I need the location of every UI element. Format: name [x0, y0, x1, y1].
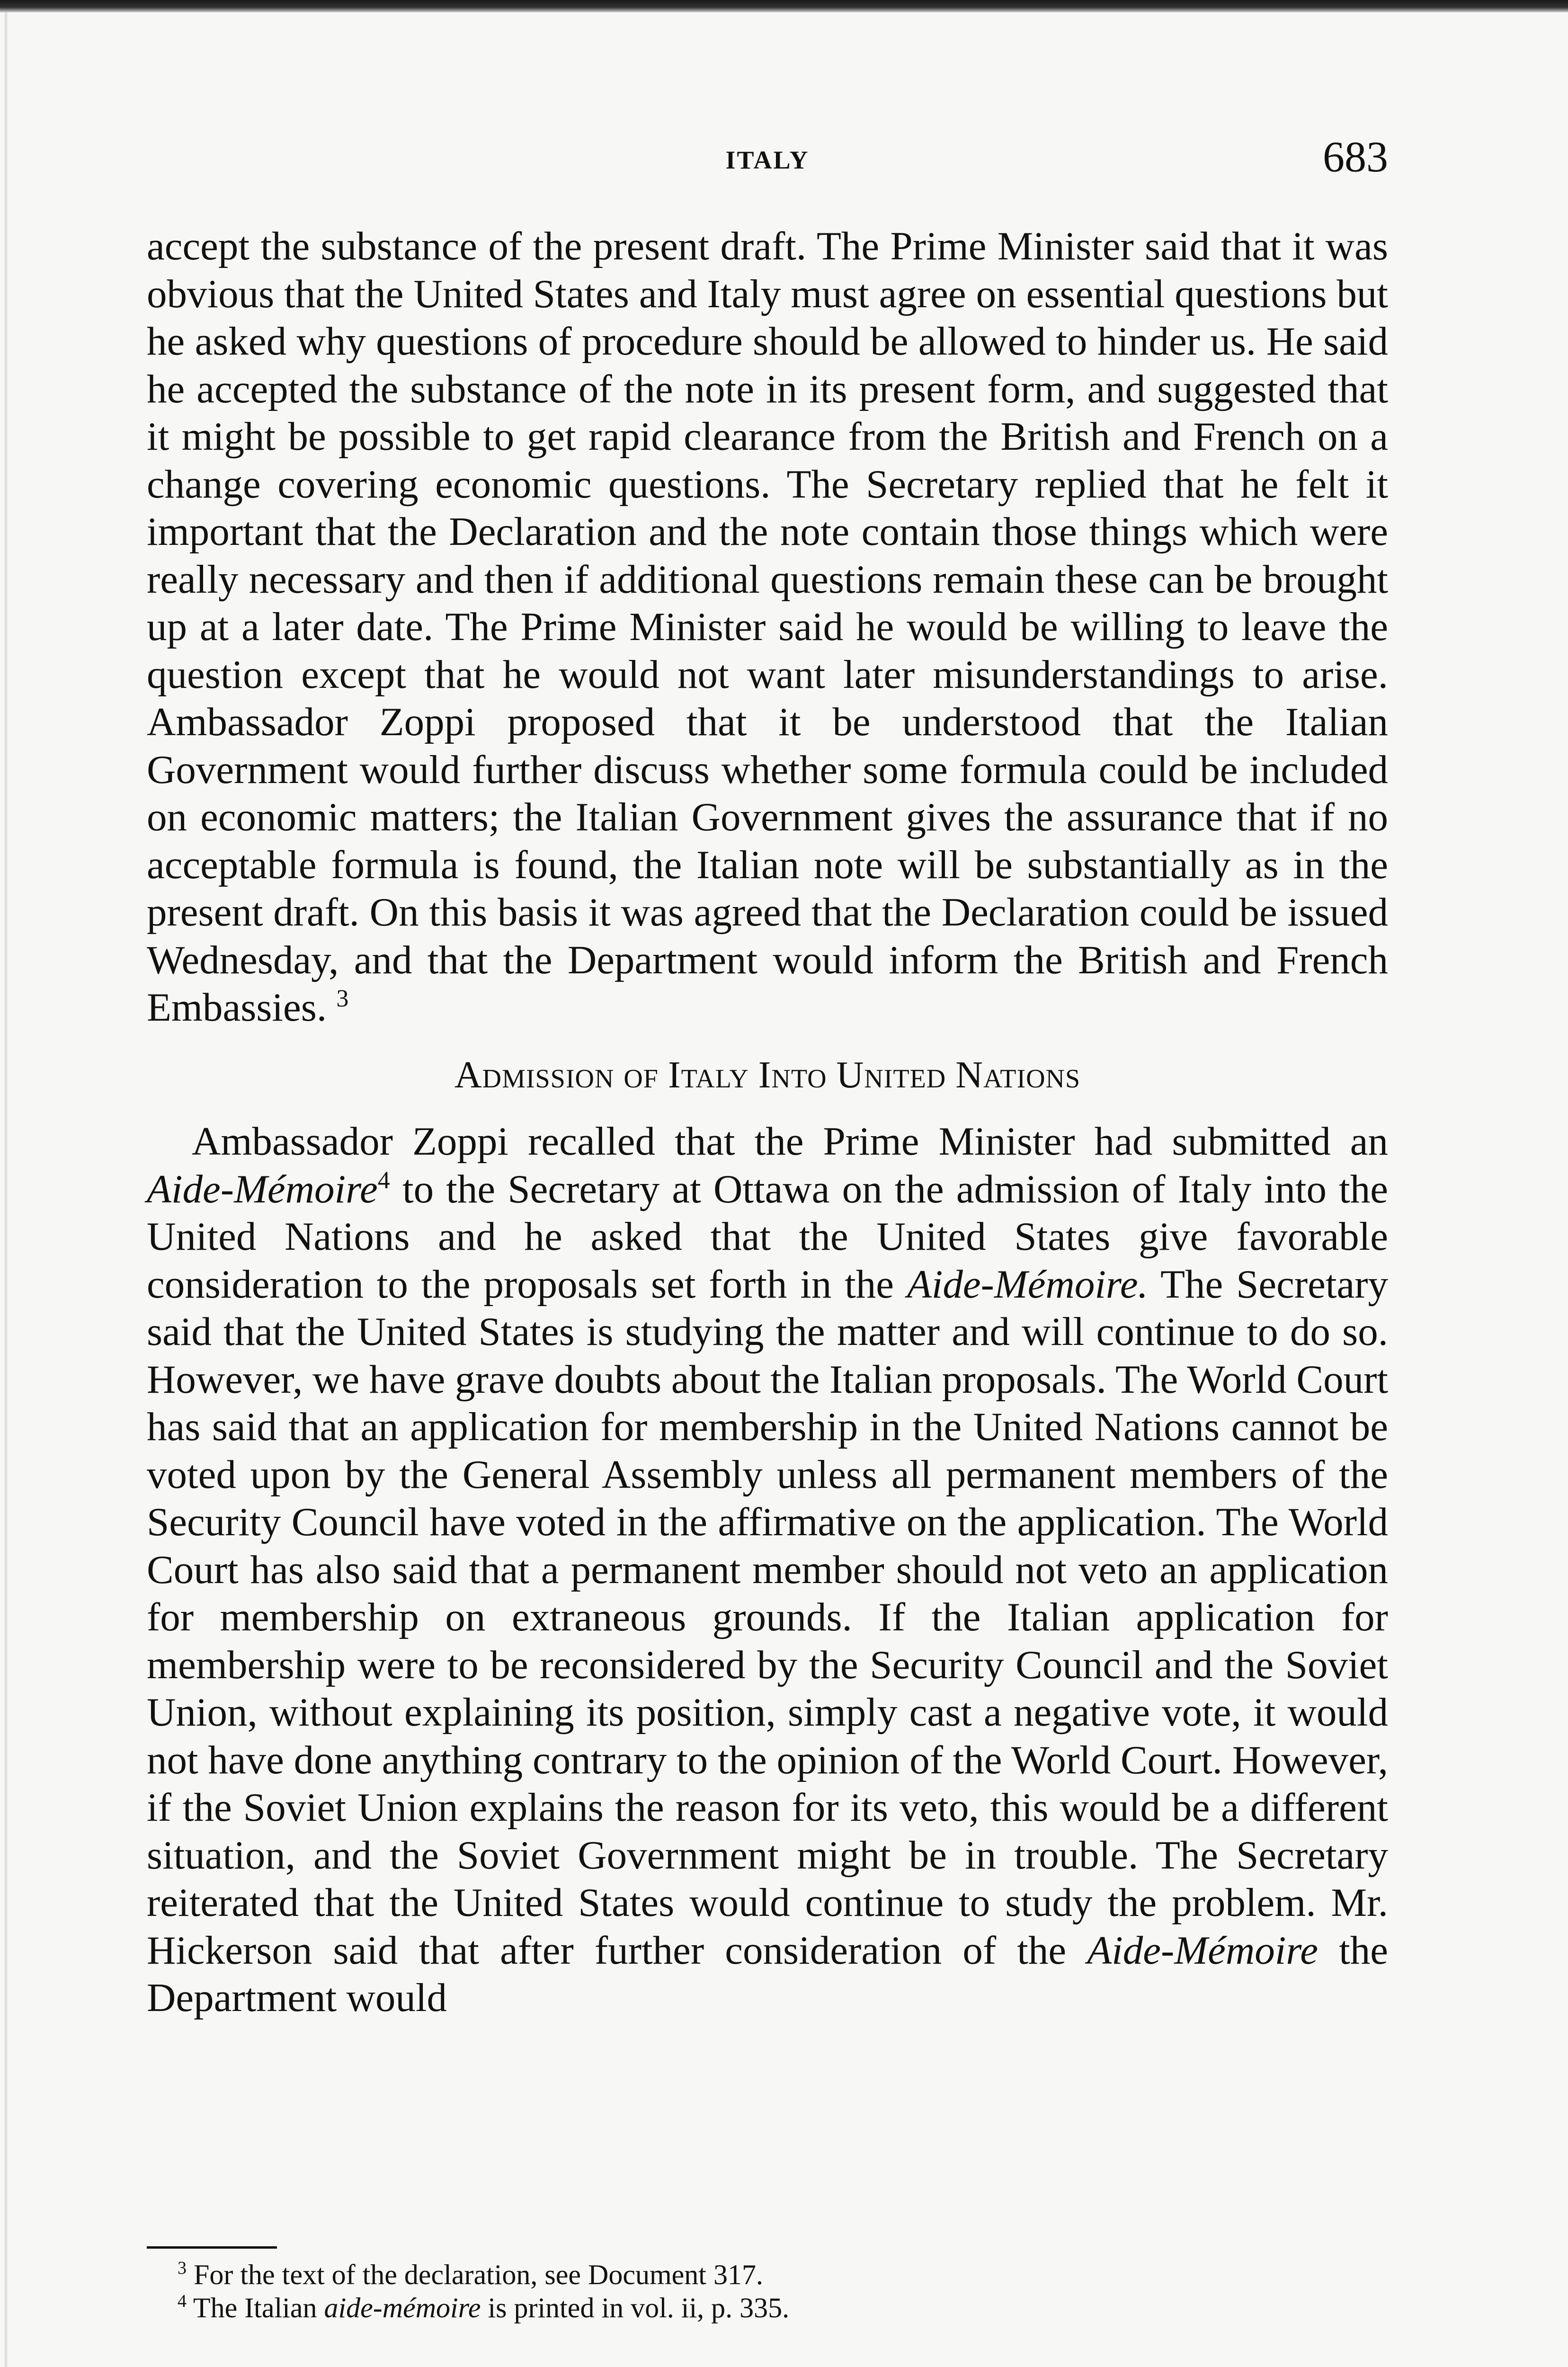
footnote-3 [178, 2258, 1361, 2291]
paragraph-1-text: accept the substance of the present draft. The Prime Minister said that it was obvious that the United States and Italy must agree on essential questions but he asked why questions of procedure should be allowed to hinder us. He said he accepted the substance of the note in its present form, and suggested that it might be possible to get rapid clearance from the British and French on a change covering economic questions. The Secretary replied that he felt it important that the Declaration and the note contain those things which were really necessary and then if additional questions remain these can be brought up at a later date. The Prime Minister said he would be willing to leave the question except that he would not want later misunderstandings to arise. Ambassador Zoppi proposed that it be understood that the Italian Government would further discuss whether some formula could be included on economic matters; the Italian Government gives the assurance that if no acceptable formula is found, the Italian note will be substantially as in the present draft. On this basis it was agreed that the Declaration could be issued Wednesday, and that the Department would inform the British and French Embassies. [147, 224, 1388, 1030]
aide-memoire-title-2: Aide-Mémoire. [907, 1262, 1148, 1307]
footnote-4-italic: aide-mémoire [324, 2292, 481, 2323]
aide-memoire-title-3: Aide-Mémoire [1087, 1928, 1319, 1973]
paragraph-2-part-1: Ambassador Zoppi recalled that the Prime Minister had submitted an [192, 1119, 1388, 1164]
footnote-4 [178, 2291, 1361, 2324]
left-page-edge [5, 12, 8, 2367]
section-heading: Admission of Italy Into United Nations [454, 1054, 1081, 1096]
paragraph-1 [147, 222, 1388, 1032]
footnote-3-number: 3 [178, 2258, 187, 2278]
footnote-divider [147, 2246, 277, 2249]
footnote-4-number: 4 [178, 2291, 187, 2311]
footnote-ref-3: 3 [336, 985, 349, 1012]
paragraph-2-part-3: The Secretary said that the United States is studying the matter and will continue to do so. However, we have grave doubts about the Italian proposals. The World Court has said that an application for membership in the United Nations cannot be voted upon by the General Assembly unless all permanent members of the Security Council have voted in the affirmative on the application. The World Court has also said that a permanent member should not veto an application for membership on extraneous grounds. If the Italian application for membership were to be reconsidered by the Security Council and the Soviet Union, without explaining its position, simply cast a negative vote, it would not have done anything contrary to the opinion of the World Court. However, if the Soviet Union explains the reason for its veto, this would be a different situation, and the Soviet Government might be in trouble. The Secretary reiterated that the United States would continue to study the problem. Mr. Hickerson said that after further consideration of the [147, 1262, 1388, 1973]
paragraph-2-part-2: to the Secretary at Ottawa on the admission of Italy into the United Nations and he asked that the United States give favorable consideration to the proposals set forth in the [147, 1166, 1388, 1307]
footnote-3-text: For the text of the declaration, see Document 317. [194, 2259, 763, 2290]
top-edge-rule [0, 0, 1568, 12]
paragraph-2-part-4: the Department would [147, 1928, 1389, 2020]
body-text [147, 222, 1388, 2022]
paragraph-2 [147, 1118, 1388, 2022]
footnotes [178, 2258, 1361, 2324]
footnote-ref-4: 4 [377, 1166, 390, 1194]
running-head: ITALY [725, 146, 810, 174]
footnote-4-text-after: is printed in vol. ii, p. 335. [488, 2292, 790, 2323]
footnote-4-text-before: The Italian [193, 2292, 317, 2323]
page-header [147, 135, 1388, 187]
aide-memoire-title-1: Aide-Mémoire [147, 1166, 378, 1211]
page-number: 683 [1323, 133, 1388, 181]
